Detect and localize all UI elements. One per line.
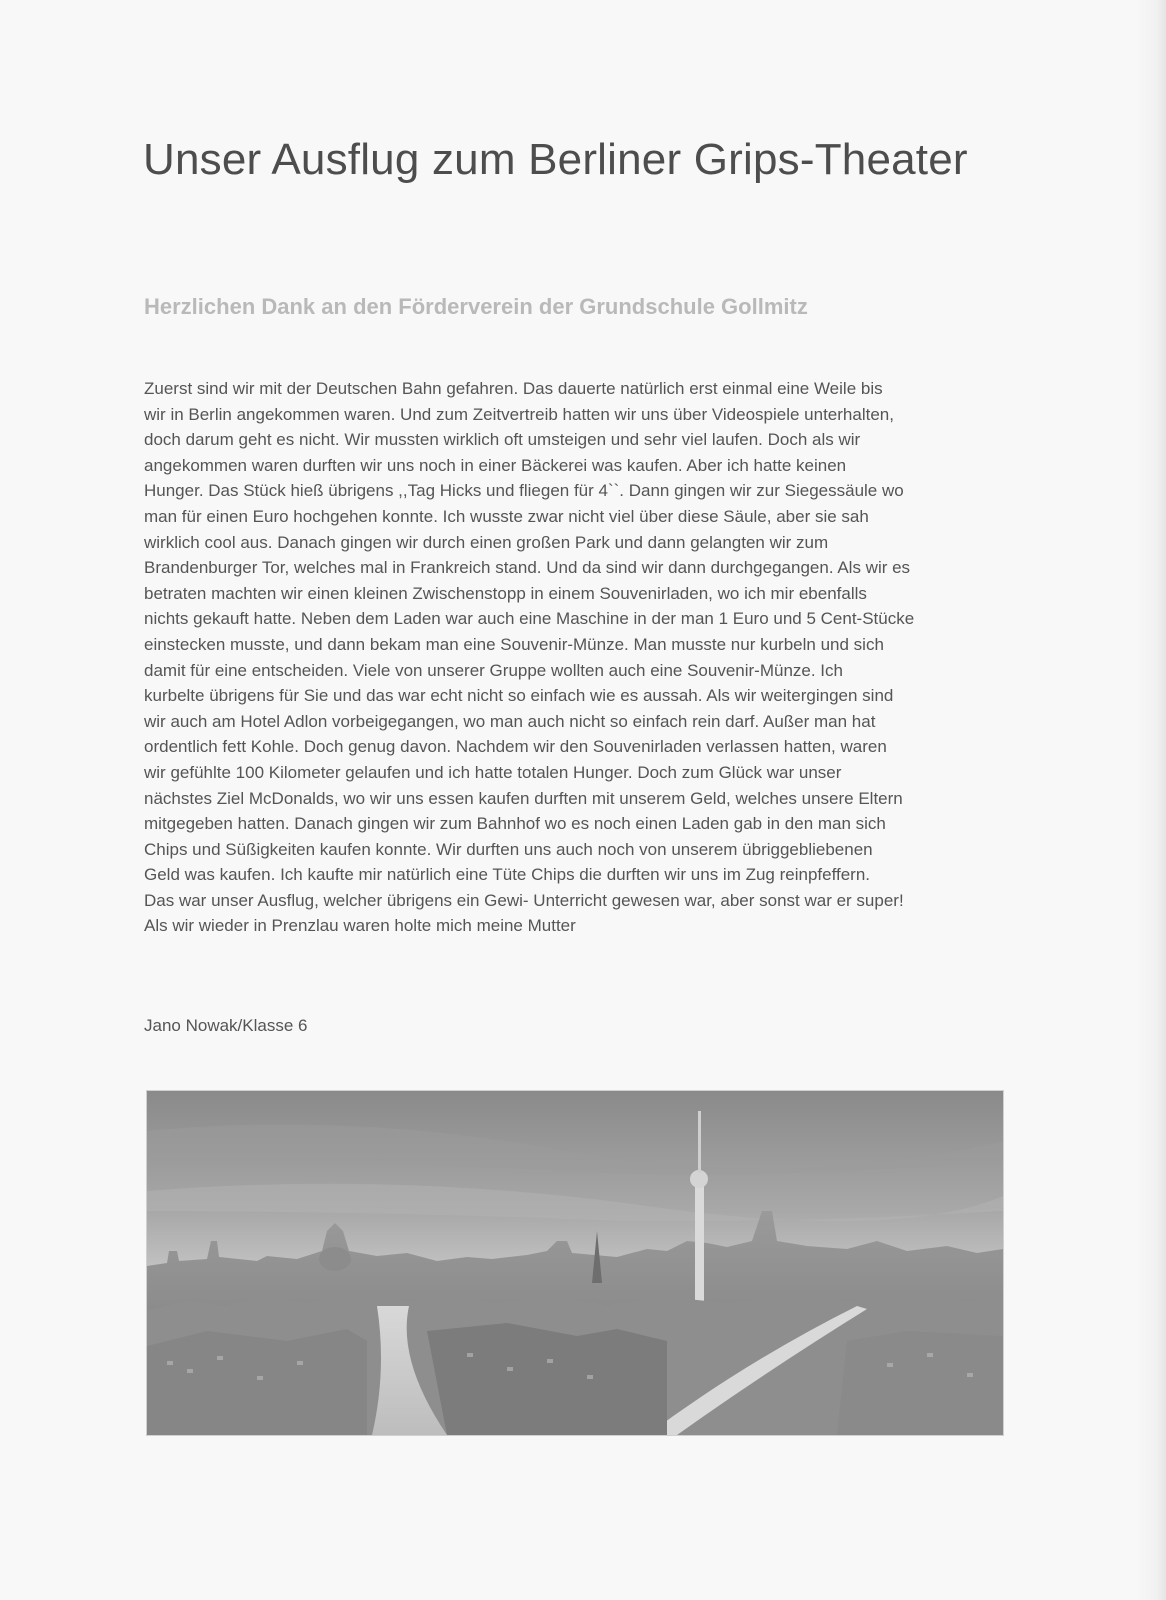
body-line: ordentlich fett Kohle. Doch genug davon. Nachdem wir den Souvenirladen verlassen hatten, waren: [144, 737, 887, 757]
author-signature: Jano Nowak/Klasse 6: [144, 1016, 308, 1035]
body-line: wirklich cool aus. Danach gingen wir durch einen großen Park und dann gelangten wir zum: [144, 532, 829, 552]
article-body: [144, 376, 1004, 939]
body-line: Das war unser Ausflug, welcher übrigens ein Gewi- Unterricht gewesen war, aber sonst war er super!: [144, 890, 904, 910]
scan-edge-shadow: [1136, 0, 1166, 1600]
body-line: einstecken musste, und dann bekam man eine Souvenir-Münze. Man musste nur kurbeln und sich: [144, 634, 884, 654]
body-line: wir gefühlte 100 Kilometer gelaufen und ich hatte totalen Hunger. Doch zum Glück war unser: [144, 762, 842, 782]
body-line: betraten machten wir einen kleinen Zwischenstopp in einem Souvenirladen, wo ich mir ebenfalls: [144, 583, 867, 603]
body-line: Brandenburger Tor, welches mal in Frankreich stand. Und da sind wir dann durchgegangen. Als wir es: [144, 558, 911, 578]
body-line: Hunger. Das Stück hieß übrigens ,,Tag Hicks und fliegen für 4``. Dann gingen wir zur Siegessäule wo: [144, 481, 904, 501]
body-line: wir auch am Hotel Adlon vorbeigegangen, wo man auch nicht so einfach rein darf. Außer man hat: [144, 711, 876, 731]
body-line: mitgegeben hatten. Danach gingen wir zum Bahnhof wo es noch einen Laden gab in den man sich: [144, 814, 886, 834]
body-line: Geld was kaufen. Ich kaufte mir natürlich eine Tüte Chips die durften wir uns im Zug reinpfeffern.: [144, 865, 871, 885]
body-line: man für einen Euro hochgehen konnte. Ich wusste zwar nicht viel über diese Säule, aber sie sah: [144, 506, 869, 526]
page-subtitle: Herzlichen Dank an den Förderverein der Grundschule Gollmitz: [144, 294, 808, 319]
body-line: Chips und Süßigkeiten kaufen konnte. Wir durften uns auch noch von unserem übriggebliebenen: [144, 839, 873, 859]
body-line: wir in Berlin angekommen waren. Und zum Zeitvertreib hatten wir uns über Videospiele unterhalten,: [144, 404, 894, 424]
page-title: Unser Ausflug zum Berliner Grips-Theater: [143, 135, 968, 184]
body-line: damit für eine entscheiden. Viele von unserer Gruppe wollten auch eine Souvenir-Münze. Ich: [144, 660, 843, 680]
body-line: Zuerst sind wir mit der Deutschen Bahn gefahren. Das dauerte natürlich erst einmal eine Weile bis: [144, 379, 883, 398]
body-line: nichts gekauft hatte. Neben dem Laden war auch eine Maschine in der man 1 Euro und 5 Cent-Stücke: [144, 609, 915, 629]
body-line: angekommen waren durften wir uns noch in einer Bäckerei was kaufen. Aber ich hatte keinen: [144, 455, 847, 475]
body-line: kurbelte übrigens für Sie und das war echt nicht so einfach wie es aussah. Als wir weitergingen sind: [144, 686, 894, 706]
body-line: doch darum geht es nicht. Wir mussten wirklich oft umsteigen und sehr viel laufen. Doch als wir: [144, 430, 861, 450]
body-line: nächstes Ziel McDonalds, wo wir uns essen kaufen durften mit unserem Geld, welches unsere Eltern: [144, 788, 903, 808]
body-line: Als wir wieder in Prenzlau waren holte mich meine Mutter: [144, 916, 576, 936]
berlin-skyline-photo: [146, 1090, 1004, 1436]
